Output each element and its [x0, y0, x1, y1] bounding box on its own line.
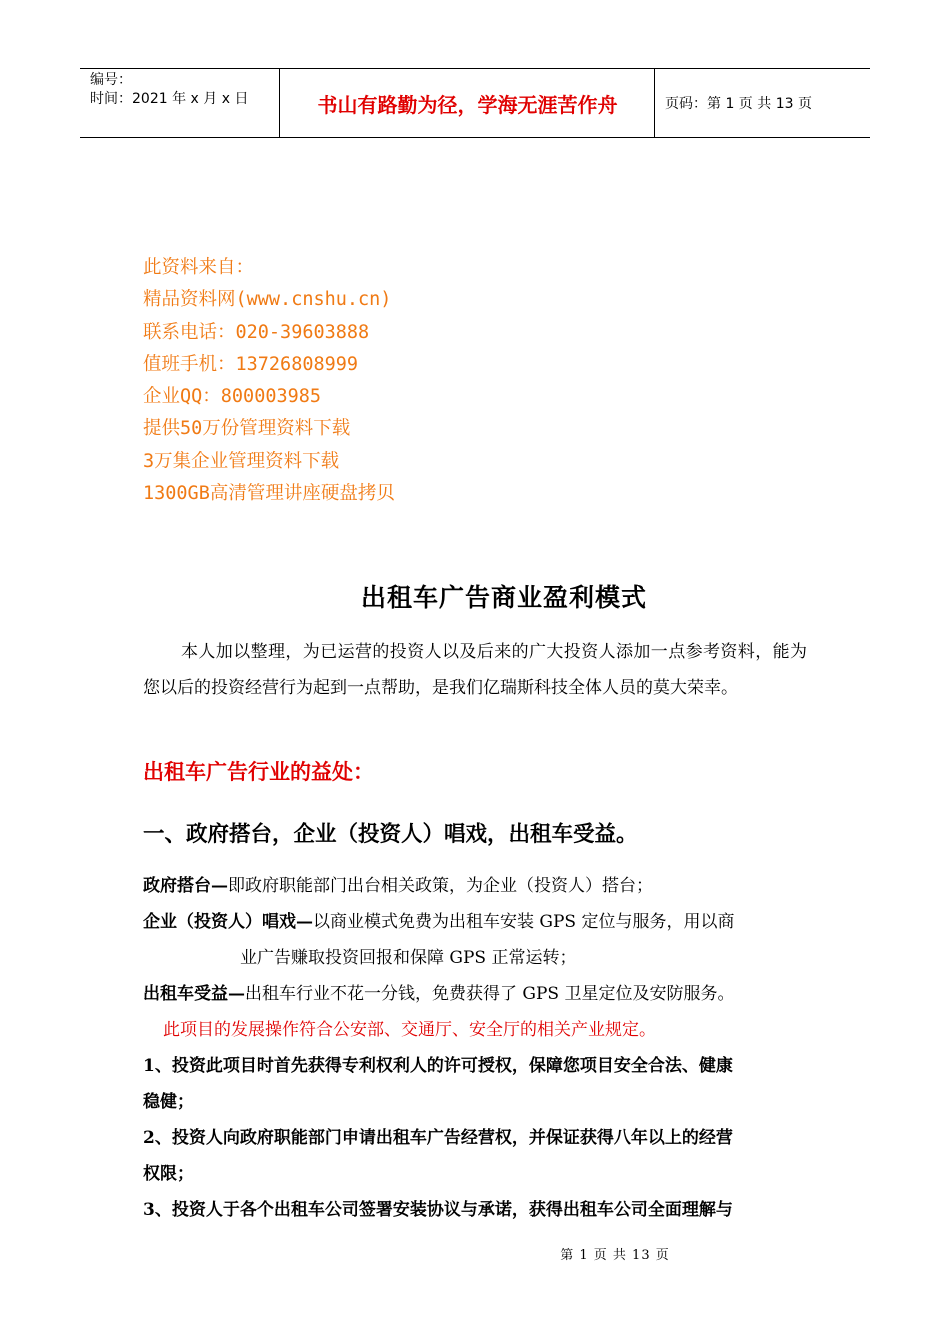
- number-label: 编号：: [90, 72, 132, 88]
- term-text: 即政府职能部门出台相关政策，为企业（投资人）搭台；: [228, 876, 653, 896]
- benefits-heading: 出租车广告行业的益处：: [143, 760, 374, 784]
- source-line: 值班手机：13726808999: [143, 353, 359, 375]
- source-line: 3万集企业管理资料下载: [143, 450, 340, 472]
- intro-paragraph: 本人加以整理，为已运营的投资人以及后来的广大投资人添加一点参考资料，能为您以后的投资经营行为起到一点帮助，是我们亿瑞斯科技全体人员的莫大荣幸。: [143, 642, 807, 698]
- source-info: [143, 252, 395, 510]
- term-label: 企业（投资人）唱戏—: [143, 912, 313, 932]
- source-line: 联系电话：020-39603888: [143, 321, 370, 343]
- term-text: 出租车行业不花一分钱，免费获得了 GPS 卫星定位及安防服务。: [245, 984, 735, 1004]
- source-line: 企业QQ：800003985: [143, 386, 322, 408]
- source-line: 此资料来自：: [143, 257, 255, 278]
- term-label: 出租车受益—: [143, 984, 245, 1004]
- source-line: 提供50万份管理资料下载: [143, 418, 351, 440]
- list-item-2: 2、投资人向政府职能部门申请出租车广告经营权，并保证获得八年以上的经营: [143, 1128, 733, 1148]
- term-text: 以商业模式免费为出租车安装 GPS 定位与服务，用以商: [313, 912, 735, 932]
- body-content: [143, 868, 807, 1228]
- source-line: 精品资料网(www.cnshu.cn): [143, 289, 392, 311]
- time-label: 时间：2021 年 x 月 x 日: [90, 91, 249, 107]
- paragraph-taxi: [143, 976, 807, 1012]
- term-label: 政府搭台—: [143, 876, 228, 896]
- section-heading: 一、政府搭台，企业（投资人）唱戏，出租车受益。: [143, 822, 638, 847]
- page-header: [80, 68, 870, 138]
- list-item-3: 3、投资人于各个出租车公司签署安装协议与承诺，获得出租车公司全面理解与: [143, 1200, 733, 1220]
- list-item-1-cont: 稳健；: [143, 1092, 194, 1112]
- paragraph-enterprise: [143, 904, 807, 940]
- header-meta: [80, 69, 280, 137]
- document-title: 出租车广告商业盈利模式: [360, 583, 647, 612]
- source-line: 1300GB高清管理讲座硬盘拷贝: [143, 483, 395, 505]
- page-footer: 第 1 页 共 13 页: [560, 1248, 670, 1263]
- header-page-info: 页码：第 1 页 共 13 页: [665, 96, 812, 112]
- regulation-note: 此项目的发展操作符合公安部、交通厅、安全厅的相关产业规定。: [163, 1020, 656, 1040]
- paragraph-government: [143, 868, 807, 904]
- header-motto: 书山有路勤为径，学海无涯苦作舟: [281, 69, 655, 137]
- list-item-2-cont: 权限；: [143, 1164, 194, 1184]
- list-item-1: 1、投资此项目时首先获得专利权利人的许可授权，保障您项目安全合法、健康: [143, 1056, 733, 1076]
- paragraph-enterprise-cont: 业广告赚取投资回报和保障 GPS 正常运转；: [240, 948, 577, 968]
